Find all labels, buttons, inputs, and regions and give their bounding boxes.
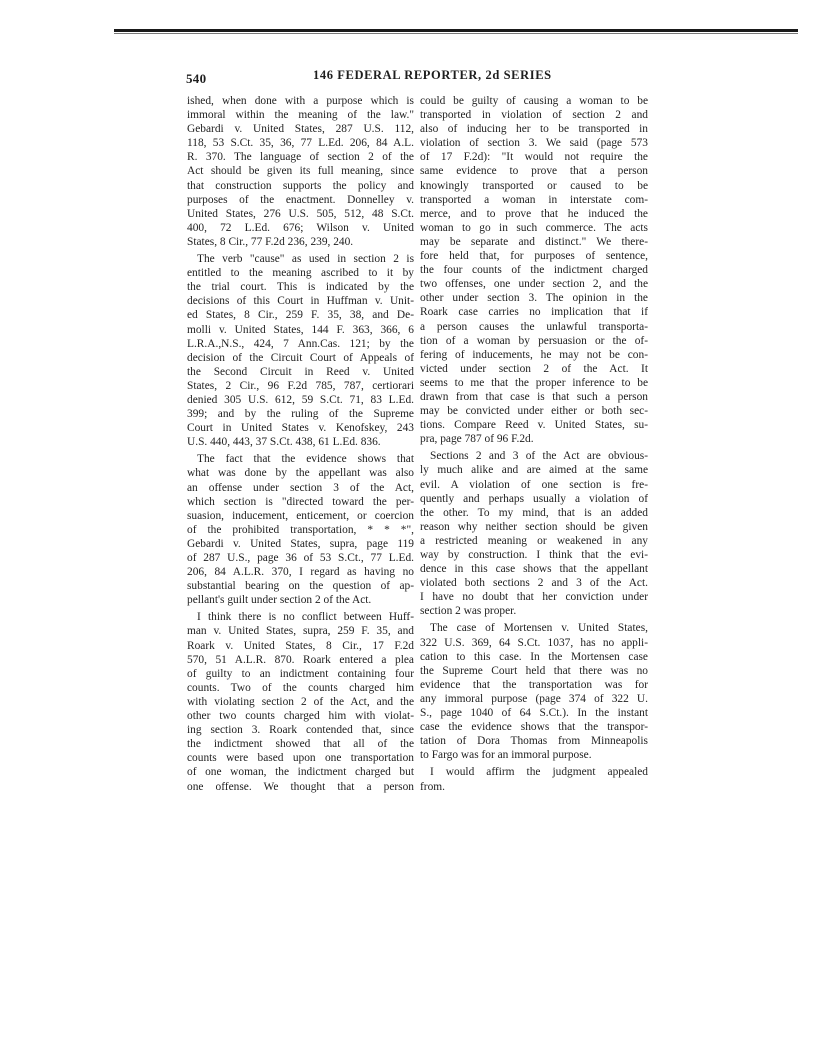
text-line: case the evidence shows that the transpor- [420, 721, 648, 734]
text-line: entitled to the meaning ascribed to it by [187, 267, 414, 280]
text-line: knowingly transported or caused to be [420, 179, 648, 192]
text-line: transported in violation of section 2 and [420, 109, 648, 122]
text-line: The case of Mortensen v. United States, [430, 622, 648, 635]
text-line: what was done by the appellant was also [187, 467, 414, 480]
text-line: denied 305 U.S. 612, 59 S.Ct. 71, 83 L.Ed. [187, 393, 414, 406]
text-line: substantial bearing on the question of ap- [187, 580, 414, 593]
text-line: evidence that the transportation was for [420, 678, 648, 691]
text-line: suasion, inducement, enticement, or coercion [187, 509, 414, 522]
text-line: 400, 72 L.Ed. 676; Wilson v. United [187, 221, 414, 234]
text-line: tation of Dora Thomas from Minneapolis [420, 735, 648, 748]
text-line: may be separate and distinct." We there- [420, 235, 648, 248]
text-line: 118, 53 S.Ct. 35, 36, 77 L.Ed. 206, 84 A.L. [187, 137, 414, 150]
text-line: transported a woman in interstate com- [420, 193, 648, 206]
text-line: the other. To my mind, that is an added [420, 506, 648, 519]
text-line: the indictment showed that all of the [187, 738, 414, 751]
text-line: counts were based upon one transportation [187, 752, 414, 765]
header-rule [114, 29, 798, 32]
text-line: of 17 F.2d): "It would not require the [420, 151, 648, 164]
text-line: quently and perhaps usually a violation of [420, 492, 648, 505]
text-line: which section is "directed toward the per- [187, 495, 414, 508]
running-head: 146 FEDERAL REPORTER, 2d SERIES [313, 68, 552, 82]
text-line: of the prohibited transportation, * * *", [187, 523, 414, 536]
text-line: Roark v. United States, 8 Cir., 17 F.2d [187, 639, 414, 652]
text-line: an offense under section 3 of the Act, [187, 481, 414, 494]
text-line: from. [420, 780, 445, 793]
text-line: the trial court. This is indicated by the [187, 281, 414, 294]
text-line: decisions of this Court in Huffman v. Unit- [187, 295, 414, 308]
page-number: 540 [186, 71, 207, 86]
text-line: the four counts of the indictment charged [420, 264, 648, 277]
text-line: 570, 51 A.L.R. 870. Roark entered a plea [187, 653, 414, 666]
text-line: section 2 was proper. [420, 605, 517, 618]
text-line: U.S. 440, 443, 37 S.Ct. 438, 61 L.Ed. 836. [187, 436, 381, 449]
text-line: dence in this case shows that the appellant [420, 563, 648, 576]
text-line: United States, 276 U.S. 505, 512, 48 S.Ct. [187, 207, 414, 220]
text-line: other two counts charged him with violat- [187, 710, 414, 723]
text-line: a restricted meaning or weakened in any [420, 534, 648, 547]
text-line: counts. Two of the counts charged him [187, 681, 414, 694]
text-line: Court in United States v. Kenofskey, 243 [187, 422, 414, 435]
text-line: cation to this case. In the Mortensen case [420, 650, 648, 663]
text-line: ished, when done with a purpose which is [187, 95, 414, 107]
text-line: violation of section 3. We said (page 573 [420, 137, 648, 150]
text-line: Gebardi v. United States, 287 U.S. 112, [187, 123, 414, 136]
text-line: man v. United States, supra, 259 F. 35, and [187, 625, 414, 638]
text-line: a person causes the unlawful transporta- [420, 320, 648, 333]
text-line: violated both sections 2 and 3 of the Act. [420, 577, 648, 590]
text-line: Gebardi v. United States, supra, page 119 [187, 537, 414, 550]
text-line: woman to go in such commerce. The acts [420, 221, 648, 234]
text-line: I think there is no conflict between Huff- [197, 611, 414, 624]
text-line: immoral within the meaning of the law." [187, 109, 414, 122]
text-line: evil. A violation of one section is fre- [420, 478, 648, 491]
text-line: Act should be given its full meaning, since [187, 165, 414, 178]
text-line: decision of the Circuit Court of Appeals of [187, 351, 414, 364]
left-column [187, 94, 414, 794]
text-line: the Second Circuit in Reed v. United [187, 365, 414, 378]
right-column [420, 94, 648, 794]
text-line: two offenses, one under section 2, and the [420, 278, 648, 291]
text-line: fering of inducements, he may not be con- [420, 348, 648, 361]
text-line: drawn from that case is that such a person [420, 390, 648, 403]
text-line: could be guilty of causing a woman to be [420, 95, 648, 107]
text-line: 322 U.S. 369, 64 S.Ct. 1037, has no appli- [420, 636, 648, 649]
text-line: same evidence to prove that a person [420, 165, 648, 178]
text-line: tion of a woman by persuasion or the of- [420, 334, 648, 347]
text-line: of guilty to an indictment containing four [187, 667, 414, 680]
text-line: R. 370. The language of section 2 of the [187, 151, 414, 164]
text-line: ing section 3. Roark contended that, since [187, 724, 414, 737]
text-line: pellant's guilt under section 2 of the Act. [187, 594, 372, 607]
text-line: tions. Compare Reed v. United States, su- [420, 419, 648, 432]
text-line: seems to me that the proper inference to be [420, 376, 648, 389]
text-line: victed under section 2 of the Act. It [420, 362, 648, 375]
text-line: one offense. We thought that a person [187, 780, 414, 793]
text-line: Sections 2 and 3 of the Act are obvious- [430, 450, 648, 463]
text-line: I have no doubt that her conviction under [420, 591, 648, 604]
text-line: ly much alike and are aimed at the same [420, 464, 648, 477]
text-line: also of inducing her to be transported in [420, 123, 648, 136]
text-line: States, 8 Cir., 77 F.2d 236, 239, 240. [187, 235, 354, 248]
text-line: ed States, 8 Cir., 259 F. 35, 38, and De- [187, 309, 414, 322]
text-line: Roark case carries no implication that if [420, 306, 648, 319]
text-line: of 287 U.S., page 36 of 53 S.Ct., 77 L.Ed. [187, 552, 414, 564]
text-line: any immoral purpose (page 374 of 322 U. [420, 692, 648, 705]
text-line: purposes of the enactment. Donnelley v. [187, 193, 414, 206]
text-line: the Supreme Court held that there was no [420, 664, 648, 677]
text-line: way by construction. I think that the evi- [420, 549, 648, 561]
text-line: pra, page 787 of 96 F.2d. [420, 433, 534, 446]
text-line: I would affirm the judgment appealed [430, 766, 648, 779]
text-line: fore held that, for purposes of sentence, [420, 250, 648, 263]
text-line: L.R.A.,N.S., 424, 7 Ann.Cas. 121; by the [187, 337, 414, 350]
text-line: other under section 3. The opinion in the [420, 292, 648, 305]
text-line: molli v. United States, 144 F. 363, 366, 6 [187, 323, 414, 336]
text-line: The verb "cause" as used in section 2 is [197, 253, 414, 266]
text-line: merce, and to prove that he induced the [420, 207, 648, 220]
text-line: States, 2 Cir., 96 F.2d 785, 787, certiorari [187, 379, 414, 392]
header-rule-thin [114, 33, 798, 34]
text-line: 206, 84 A.L.R. 370, I regard as having no [187, 566, 414, 579]
text-line: The fact that the evidence shows that [197, 453, 414, 466]
text-line: of one woman, the indictment charged but [187, 766, 414, 779]
text-line: that construction supports the policy and [187, 179, 414, 192]
text-line: S., page 1040 of 64 S.Ct.). In the instant [420, 707, 648, 720]
text-line: may be convicted under either or both sec- [420, 405, 648, 418]
text-line: 399; and by the ruling of the Supreme [187, 408, 414, 421]
text-line: with violating section 2 of the Act, and the [187, 695, 414, 708]
text-line: to Fargo was for an immoral purpose. [420, 749, 592, 762]
text-line: reason why neither section should be given [420, 520, 648, 533]
